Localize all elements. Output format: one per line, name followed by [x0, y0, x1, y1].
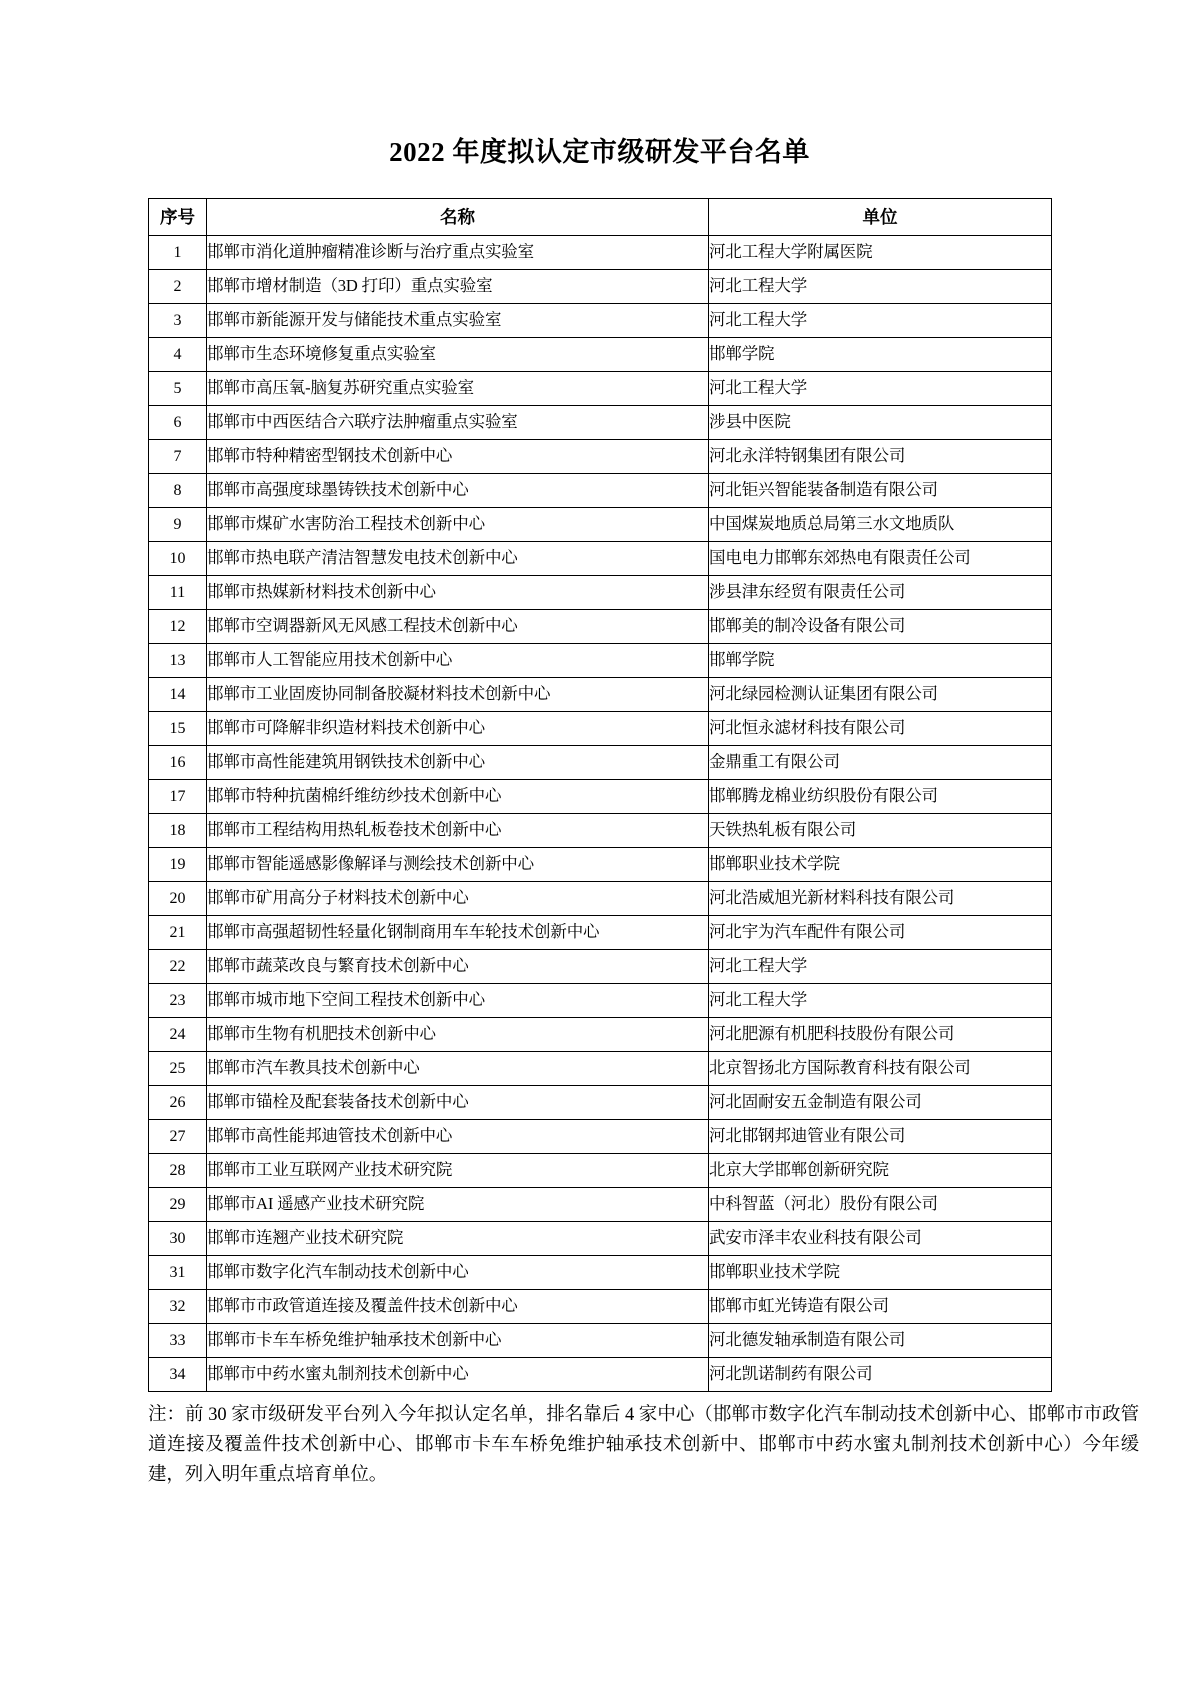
cell-name: 邯郸市特种精密型钢技术创新中心 [207, 440, 709, 474]
cell-name: 邯郸市空调器新风无风感工程技术创新中心 [207, 610, 709, 644]
cell-unit: 河北凯诺制药有限公司 [709, 1358, 1052, 1392]
cell-seq: 3 [149, 304, 207, 338]
cell-unit: 河北宇为汽车配件有限公司 [709, 916, 1052, 950]
cell-seq: 7 [149, 440, 207, 474]
cell-name: 邯郸市矿用高分子材料技术创新中心 [207, 882, 709, 916]
cell-unit: 涉县津东经贸有限责任公司 [709, 576, 1052, 610]
cell-seq: 27 [149, 1120, 207, 1154]
cell-name: 邯郸市煤矿水害防治工程技术创新中心 [207, 508, 709, 542]
cell-name: 邯郸市消化道肿瘤精准诊断与治疗重点实验室 [207, 236, 709, 270]
table-container [0, 198, 1199, 1392]
table-row [149, 1324, 1052, 1358]
cell-seq: 29 [149, 1188, 207, 1222]
cell-seq: 31 [149, 1256, 207, 1290]
table-row [149, 712, 1052, 746]
cell-seq: 9 [149, 508, 207, 542]
cell-name: 邯郸市新能源开发与储能技术重点实验室 [207, 304, 709, 338]
cell-unit: 河北工程大学 [709, 372, 1052, 406]
table-row [149, 1154, 1052, 1188]
cell-unit: 河北工程大学 [709, 950, 1052, 984]
table-row [149, 406, 1052, 440]
cell-unit: 河北邯钢邦迪管业有限公司 [709, 1120, 1052, 1154]
cell-seq: 19 [149, 848, 207, 882]
cell-unit: 中国煤炭地质总局第三水文地质队 [709, 508, 1052, 542]
cell-seq: 21 [149, 916, 207, 950]
table-row [149, 848, 1052, 882]
cell-unit: 邯郸腾龙棉业纺织股份有限公司 [709, 780, 1052, 814]
cell-seq: 25 [149, 1052, 207, 1086]
cell-name: 邯郸市高强超韧性轻量化钢制商用车车轮技术创新中心 [207, 916, 709, 950]
cell-name: 邯郸市城市地下空间工程技术创新中心 [207, 984, 709, 1018]
cell-unit: 河北固耐安五金制造有限公司 [709, 1086, 1052, 1120]
table-row [149, 1256, 1052, 1290]
cell-unit: 河北工程大学 [709, 304, 1052, 338]
cell-seq: 14 [149, 678, 207, 712]
cell-name: 邯郸市增材制造（3D 打印）重点实验室 [207, 270, 709, 304]
cell-name: 邯郸市生态环境修复重点实验室 [207, 338, 709, 372]
table-row [149, 1222, 1052, 1256]
footnote [0, 1401, 1199, 1491]
cell-name: 邯郸市中药水蜜丸制剂技术创新中心 [207, 1358, 709, 1392]
cell-unit: 河北绿园检测认证集团有限公司 [709, 678, 1052, 712]
cell-unit: 北京大学邯郸创新研究院 [709, 1154, 1052, 1188]
cell-unit: 河北钜兴智能装备制造有限公司 [709, 474, 1052, 508]
table-row [149, 1290, 1052, 1324]
table-row [149, 644, 1052, 678]
cell-name: 邯郸市市政管道连接及覆盖件技术创新中心 [207, 1290, 709, 1324]
table-row [149, 474, 1052, 508]
cell-unit: 中科智蓝（河北）股份有限公司 [709, 1188, 1052, 1222]
cell-unit: 武安市泽丰农业科技有限公司 [709, 1222, 1052, 1256]
cell-name: 邯郸市高性能建筑用钢铁技术创新中心 [207, 746, 709, 780]
table-row [149, 1018, 1052, 1052]
cell-name: 邯郸市蔬菜改良与繁育技术创新中心 [207, 950, 709, 984]
table-row [149, 814, 1052, 848]
table-row [149, 678, 1052, 712]
research-platform-table [148, 198, 1052, 1392]
cell-unit: 天铁热轧板有限公司 [709, 814, 1052, 848]
cell-seq: 6 [149, 406, 207, 440]
cell-unit: 北京智扬北方国际教育科技有限公司 [709, 1052, 1052, 1086]
table-row [149, 950, 1052, 984]
cell-unit: 河北工程大学附属医院 [709, 236, 1052, 270]
cell-seq: 33 [149, 1324, 207, 1358]
cell-unit: 河北德发轴承制造有限公司 [709, 1324, 1052, 1358]
table-row [149, 1358, 1052, 1392]
cell-name: 邯郸市汽车教具技术创新中心 [207, 1052, 709, 1086]
table-row [149, 1188, 1052, 1222]
table-row [149, 916, 1052, 950]
cell-name: 邯郸市热媒新材料技术创新中心 [207, 576, 709, 610]
cell-name: 邯郸市中西医结合六联疗法肿瘤重点实验室 [207, 406, 709, 440]
cell-seq: 22 [149, 950, 207, 984]
table-row [149, 1086, 1052, 1120]
cell-seq: 15 [149, 712, 207, 746]
cell-seq: 30 [149, 1222, 207, 1256]
cell-seq: 2 [149, 270, 207, 304]
cell-seq: 12 [149, 610, 207, 644]
page-title: 2022 年度拟认定市级研发平台名单 [389, 137, 810, 167]
column-header-seq: 序号 [149, 199, 207, 236]
cell-name: 邯郸市锚栓及配套装备技术创新中心 [207, 1086, 709, 1120]
cell-seq: 10 [149, 542, 207, 576]
table-row [149, 610, 1052, 644]
table-row [149, 576, 1052, 610]
cell-name: 邯郸市智能遥感影像解译与测绘技术创新中心 [207, 848, 709, 882]
cell-seq: 4 [149, 338, 207, 372]
cell-unit: 河北恒永滤材科技有限公司 [709, 712, 1052, 746]
table-row [149, 508, 1052, 542]
table-row [149, 542, 1052, 576]
cell-name: 邯郸市卡车车桥免维护轴承技术创新中心 [207, 1324, 709, 1358]
table-row [149, 746, 1052, 780]
cell-name: 邯郸市工业固废协同制备胶凝材料技术创新中心 [207, 678, 709, 712]
cell-seq: 20 [149, 882, 207, 916]
cell-unit: 河北工程大学 [709, 270, 1052, 304]
cell-seq: 11 [149, 576, 207, 610]
table-header-row [149, 199, 1052, 236]
table-row [149, 372, 1052, 406]
cell-unit: 邯郸学院 [709, 338, 1052, 372]
table-row [149, 1120, 1052, 1154]
cell-name: 邯郸市高压氧-脑复苏研究重点实验室 [207, 372, 709, 406]
column-header-unit: 单位 [709, 199, 1052, 236]
cell-name: 邯郸市特种抗菌棉纤维纺纱技术创新中心 [207, 780, 709, 814]
cell-seq: 8 [149, 474, 207, 508]
cell-name: 邯郸市可降解非织造材料技术创新中心 [207, 712, 709, 746]
cell-seq: 1 [149, 236, 207, 270]
cell-unit: 邯郸职业技术学院 [709, 1256, 1052, 1290]
cell-seq: 28 [149, 1154, 207, 1188]
cell-unit: 河北永洋特钢集团有限公司 [709, 440, 1052, 474]
cell-seq: 26 [149, 1086, 207, 1120]
cell-name: 邯郸市工程结构用热轧板卷技术创新中心 [207, 814, 709, 848]
cell-unit: 金鼎重工有限公司 [709, 746, 1052, 780]
footnote-text: 注：前 30 家市级研发平台列入今年拟认定名单，排名靠后 4 家中心（邯郸市数字化汽车制动技术创新中心、邯郸市市政管道连接及覆盖件技术创新中心、邯郸市卡车车桥免维护轴承技术创新中、邯郸市中药水蜜丸制剂技术创新中心）今年缓建，列入明年重点培育单位。 [148, 1405, 1139, 1486]
cell-name: 邯郸市高性能邦迪管技术创新中心 [207, 1120, 709, 1154]
cell-seq: 16 [149, 746, 207, 780]
cell-name: 邯郸市生物有机肥技术创新中心 [207, 1018, 709, 1052]
cell-unit: 邯郸学院 [709, 644, 1052, 678]
cell-seq: 13 [149, 644, 207, 678]
cell-seq: 5 [149, 372, 207, 406]
cell-unit: 邯郸市虹光铸造有限公司 [709, 1290, 1052, 1324]
cell-name: 邯郸市连翘产业技术研究院 [207, 1222, 709, 1256]
cell-unit: 邯郸美的制冷设备有限公司 [709, 610, 1052, 644]
table-body [149, 236, 1052, 1392]
cell-unit: 河北肥源有机肥科技股份有限公司 [709, 1018, 1052, 1052]
cell-unit: 涉县中医院 [709, 406, 1052, 440]
table-row [149, 882, 1052, 916]
cell-unit: 河北浩威旭光新材料科技有限公司 [709, 882, 1052, 916]
table-row [149, 1052, 1052, 1086]
table-row [149, 440, 1052, 474]
cell-name: 邯郸市数字化汽车制动技术创新中心 [207, 1256, 709, 1290]
cell-seq: 32 [149, 1290, 207, 1324]
cell-seq: 24 [149, 1018, 207, 1052]
table-row [149, 304, 1052, 338]
cell-seq: 34 [149, 1358, 207, 1392]
table-row [149, 780, 1052, 814]
cell-name: 邯郸市AI 遥感产业技术研究院 [207, 1188, 709, 1222]
cell-unit: 河北工程大学 [709, 984, 1052, 1018]
table-row [149, 236, 1052, 270]
table-row [149, 984, 1052, 1018]
cell-seq: 17 [149, 780, 207, 814]
column-header-name: 名称 [207, 199, 709, 236]
cell-seq: 18 [149, 814, 207, 848]
cell-seq: 23 [149, 984, 207, 1018]
cell-name: 邯郸市高强度球墨铸铁技术创新中心 [207, 474, 709, 508]
table-header [149, 199, 1052, 236]
cell-unit: 邯郸职业技术学院 [709, 848, 1052, 882]
table-row [149, 270, 1052, 304]
table-row [149, 338, 1052, 372]
cell-name: 邯郸市人工智能应用技术创新中心 [207, 644, 709, 678]
cell-name: 邯郸市工业互联网产业技术研究院 [207, 1154, 709, 1188]
cell-unit: 国电电力邯郸东郊热电有限责任公司 [709, 542, 1052, 576]
cell-name: 邯郸市热电联产清洁智慧发电技术创新中心 [207, 542, 709, 576]
